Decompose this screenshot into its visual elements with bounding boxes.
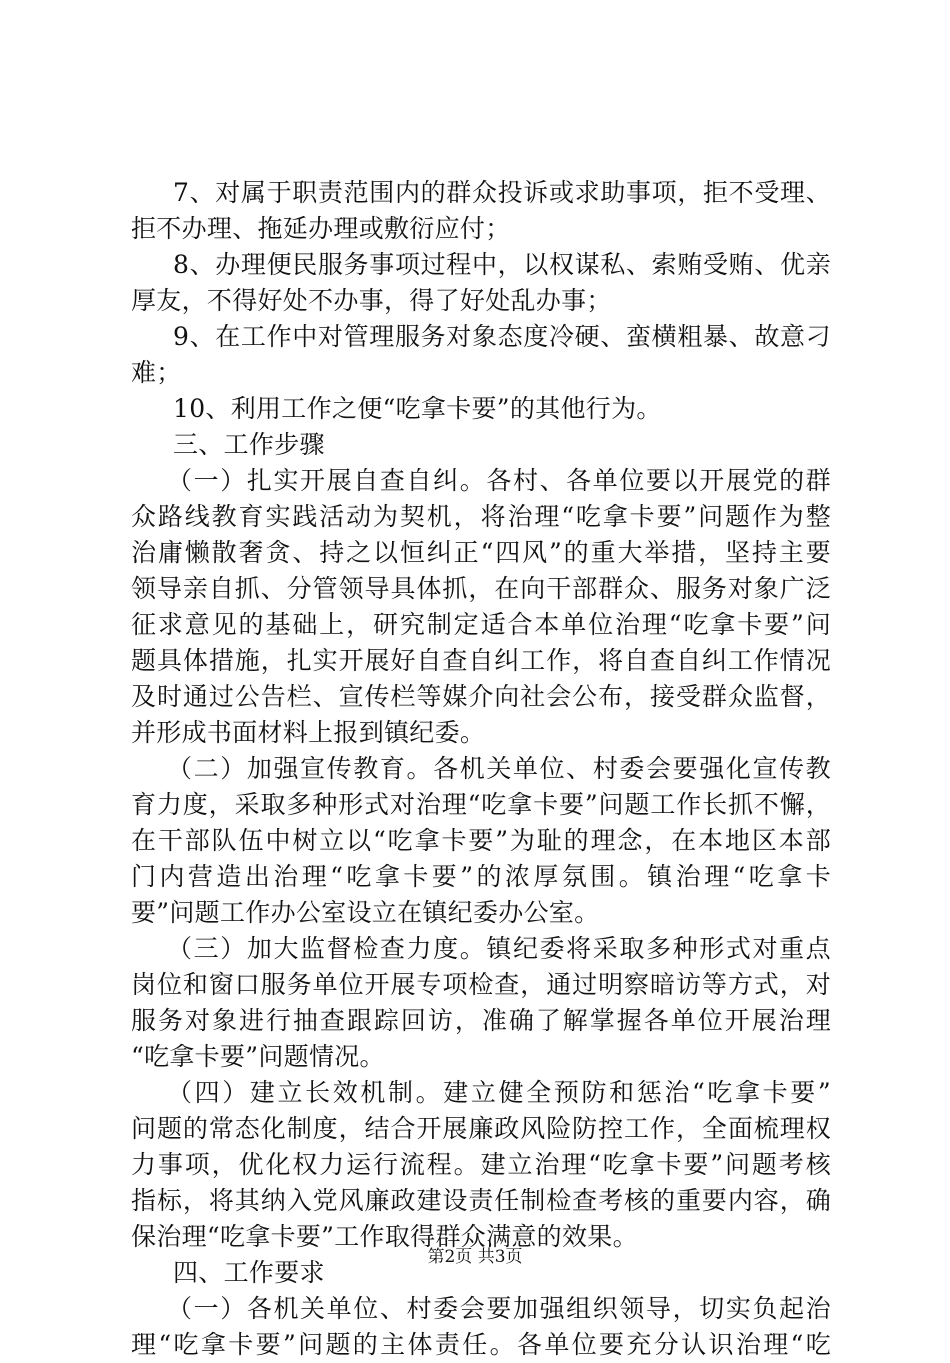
text-line: （一）各机关单位、村委会要加强组织领导，切实负起治 xyxy=(167,1294,831,1323)
paragraph-requirement-1 xyxy=(131,1291,831,1363)
text-line: 理“吃拿卡要”问题的主体责任。各单位要充分认识治理“吃 xyxy=(131,1330,831,1359)
text-line: “吃拿卡要”问题情况。 xyxy=(131,1042,385,1071)
text-line: 10、利用工作之便“吃拿卡要”的其他行为。 xyxy=(173,394,662,423)
text-line: 服务对象进行抽查跟踪回访，准确了解掌握各单位开展治理 xyxy=(131,1006,831,1035)
text-line: 拒不办理、拖延办理或敷衍应付； xyxy=(131,214,511,243)
text-line: （二）加强宣传教育。各机关单位、村委会要强化宣传教 xyxy=(167,754,831,783)
heading-text: 四、工作要求 xyxy=(173,1258,325,1287)
text-line: 难； xyxy=(131,358,182,387)
text-line: 治庸懒散奢贪、持之以恒纠正“四风”的重大举措，坚持主要 xyxy=(131,538,831,567)
text-line: 指标，将其纳入党风廉政建设责任制检查考核的重要内容，确 xyxy=(131,1186,831,1215)
text-line: 保治理“吃拿卡要”工作取得群众满意的效果。 xyxy=(131,1222,638,1251)
page-number-label: 第2页 共3页 xyxy=(427,1247,523,1267)
text-line: 9、在工作中对管理服务对象态度冷硬、蛮横粗暴、故意刁 xyxy=(173,322,831,351)
paragraph-step-3 xyxy=(131,931,831,1075)
text-line: 征求意见的基础上，研究制定适合本单位治理“吃拿卡要”问 xyxy=(131,610,831,639)
text-line: 力事项，优化权力运行流程。建立治理“吃拿卡要”问题考核 xyxy=(131,1150,831,1179)
text-line: 及时通过公告栏、宣传栏等媒介向社会公布，接受群众监督， xyxy=(131,682,831,711)
text-line: 岗位和窗口服务单位开展专项检查，通过明察暗访等方式，对 xyxy=(131,970,831,999)
text-line: （一）扎实开展自查自纠。各村、各单位要以开展党的群 xyxy=(167,466,831,495)
paragraph-item-10 xyxy=(131,391,831,427)
text-line: （三）加大监督检查力度。镇纪委将采取多种形式对重点 xyxy=(167,934,831,963)
text-line: 问题的常态化制度，结合开展廉政风险防控工作，全面梳理权 xyxy=(131,1114,831,1143)
text-line: 8、办理便民服务事项过程中，以权谋私、索贿受贿、优亲 xyxy=(173,250,831,279)
text-line: 众路线教育实践活动为契机，将治理“吃拿卡要”问题作为整 xyxy=(131,502,831,531)
heading-text: 三、工作步骤 xyxy=(173,430,325,459)
document-body xyxy=(131,175,831,1363)
text-line: 育力度，采取多种形式对治理“吃拿卡要”问题工作长抓不懈， xyxy=(131,790,831,819)
paragraph-step-4 xyxy=(131,1075,831,1255)
text-line: 要”问题工作办公室设立在镇纪委办公室。 xyxy=(131,898,600,927)
text-line: 并形成书面材料上报到镇纪委。 xyxy=(131,718,486,747)
paragraph-item-9 xyxy=(131,319,831,391)
paragraph-item-7 xyxy=(131,175,831,247)
paragraph-step-2 xyxy=(131,751,831,931)
text-line: 厚友，不得好处不办事，得了好处乱办事； xyxy=(131,286,612,315)
section-heading-3 xyxy=(131,427,831,463)
paragraph-item-8 xyxy=(131,247,831,319)
text-line: （四）建立长效机制。建立健全预防和惩治“吃拿卡要” xyxy=(167,1078,831,1107)
paragraph-step-1 xyxy=(131,463,831,751)
text-line: 在干部队伍中树立以“吃拿卡要”为耻的理念，在本地区本部 xyxy=(131,826,831,855)
page-footer xyxy=(0,1246,950,1268)
text-line: 门内营造出治理“吃拿卡要”的浓厚氛围。镇治理“吃拿卡 xyxy=(131,862,831,891)
text-line: 领导亲自抓、分管领导具体抓，在向干部群众、服务对象广泛 xyxy=(131,574,831,603)
text-line: 7、对属于职责范围内的群众投诉或求助事项，拒不受理、 xyxy=(173,178,831,207)
text-line: 题具体措施，扎实开展好自查自纠工作，将自查自纠工作情况 xyxy=(131,646,831,675)
